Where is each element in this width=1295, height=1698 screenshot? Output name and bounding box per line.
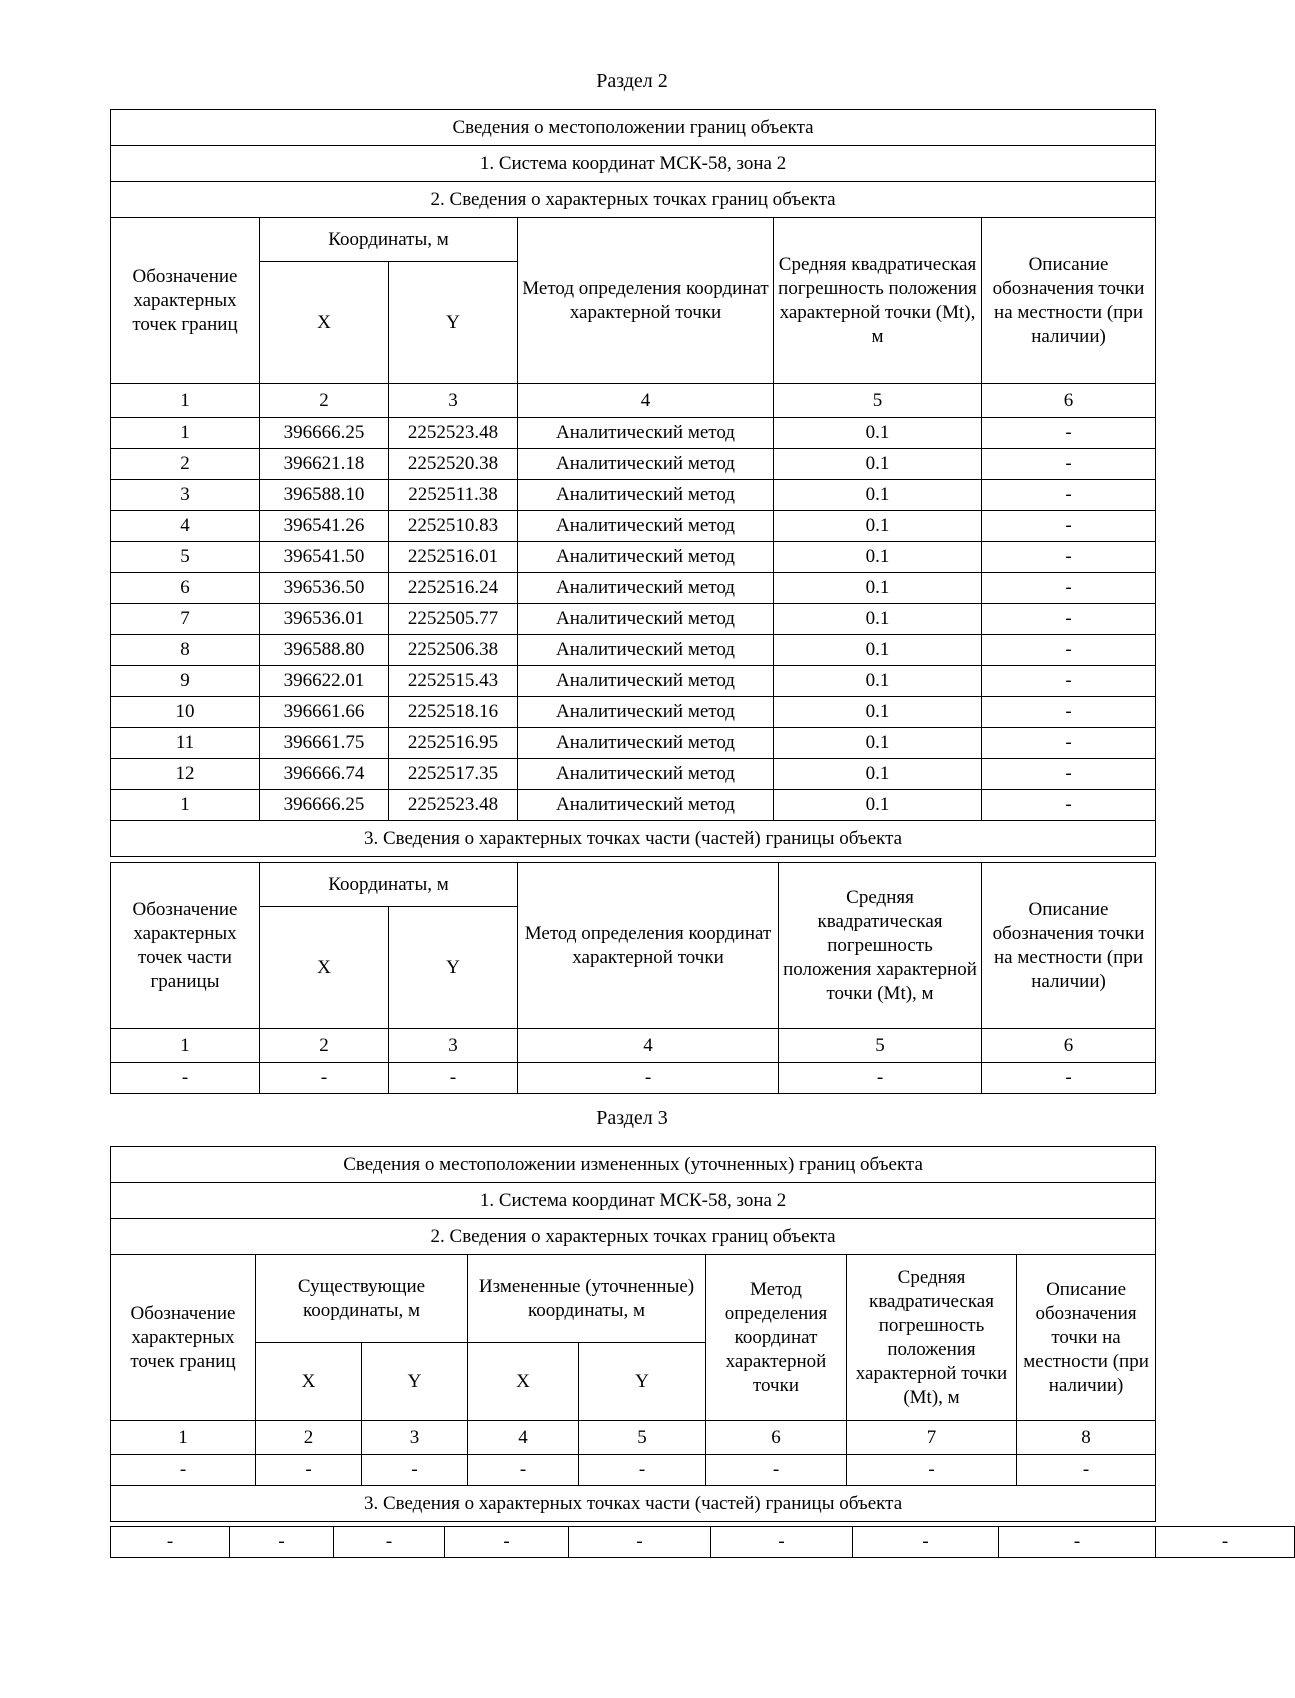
table-row (111, 697, 1156, 728)
table-cell: Аналитический метод (518, 542, 774, 573)
col-number: 3 (362, 1421, 468, 1455)
table-cell: 396666.25 (260, 790, 389, 821)
table-cell: - (982, 418, 1156, 449)
table-cell: Аналитический метод (518, 697, 774, 728)
table-row (111, 511, 1156, 542)
table-cell: 5 (111, 542, 260, 573)
parts-header-x: X (260, 907, 389, 1029)
header-description: Описание обозначения точки на местности (при наличии) (982, 218, 1156, 384)
table-cell: - (579, 1455, 706, 1486)
table-cell: - (982, 480, 1156, 511)
table-cell: 12 (111, 759, 260, 790)
section3-coord-system: 1. Система координат МСК-58, зона 2 (111, 1183, 1156, 1219)
parts-header-method: Метод определения координат характерной точки (518, 863, 779, 1029)
table-cell: 396536.01 (260, 604, 389, 635)
parts-header-error: Средняя квадратическая погрешность положения характерной точки (Mt), м (779, 863, 982, 1029)
table-cell: 396541.26 (260, 511, 389, 542)
s3-header-error: Средняя квадратическая погрешность положения характерной точки (Mt), м (847, 1255, 1017, 1421)
table-cell: Аналитический метод (518, 666, 774, 697)
table-cell: 396588.10 (260, 480, 389, 511)
table-cell: Аналитический метод (518, 449, 774, 480)
col-number: 3 (389, 384, 518, 418)
table-cell: - (445, 1527, 569, 1558)
table-cell: - (230, 1527, 334, 1558)
table-cell: - (362, 1455, 468, 1486)
section2-heading: Раздел 2 (596, 70, 668, 92)
table-row (111, 573, 1156, 604)
table-cell: 396661.66 (260, 697, 389, 728)
table-row (111, 480, 1156, 511)
table-cell: - (389, 1063, 518, 1094)
col-number: 2 (260, 1029, 389, 1063)
table-row (111, 449, 1156, 480)
s3-header-existing-x: X (256, 1343, 362, 1421)
table-cell: - (982, 1063, 1156, 1094)
section2-parts-table (110, 862, 1156, 1094)
table-cell: - (711, 1527, 853, 1558)
table-row (111, 635, 1156, 666)
col-number: 4 (518, 384, 774, 418)
header-x: X (260, 262, 389, 384)
table-cell: 396666.25 (260, 418, 389, 449)
col-number: 1 (111, 1029, 260, 1063)
col-number: 6 (706, 1421, 847, 1455)
table-row (111, 542, 1156, 573)
section3-heading: Раздел 3 (596, 1107, 668, 1129)
table-cell: - (982, 449, 1156, 480)
table-row (111, 418, 1156, 449)
table-cell: 3 (111, 480, 260, 511)
table-row (111, 759, 1156, 790)
s3-header-changed: Измененные (уточненные) координаты, м (468, 1255, 706, 1343)
section3-points-table (110, 1146, 1156, 1522)
s3-header-description: Описание обозначения точки на местности (при наличии) (1017, 1255, 1156, 1421)
table-cell: Аналитический метод (518, 759, 774, 790)
table-cell: 11 (111, 728, 260, 759)
header-error: Средняя квадратическая погрешность положения характерной точки (Mt), м (774, 218, 982, 384)
table-cell: 396621.18 (260, 449, 389, 480)
col-number: 1 (111, 384, 260, 418)
table-cell: - (982, 604, 1156, 635)
table-cell: 2252523.48 (389, 418, 518, 449)
table-cell: 10 (111, 697, 260, 728)
s3-header-existing-y: Y (362, 1343, 468, 1421)
section3-points-title: 2. Сведения о характерных точках границ объекта (111, 1219, 1156, 1255)
table-cell: 0.1 (774, 635, 982, 666)
table-cell: 396661.75 (260, 728, 389, 759)
table-cell: 0.1 (774, 604, 982, 635)
table-cell: 2252518.16 (389, 697, 518, 728)
table-row (111, 790, 1156, 821)
table-cell: 396588.80 (260, 635, 389, 666)
col-number: 2 (256, 1421, 362, 1455)
table-cell: 396536.50 (260, 573, 389, 604)
table-cell: - (468, 1455, 579, 1486)
table-row (111, 666, 1156, 697)
table-cell: Аналитический метод (518, 511, 774, 542)
table-cell: 2252505.77 (389, 604, 518, 635)
s3-header-existing: Существующие координаты, м (256, 1255, 468, 1343)
table-cell: 2252516.01 (389, 542, 518, 573)
table-cell: 396666.74 (260, 759, 389, 790)
table-cell: 2252520.38 (389, 449, 518, 480)
table-cell: 1 (111, 418, 260, 449)
col-number: 5 (579, 1421, 706, 1455)
table-cell: 8 (111, 635, 260, 666)
table-cell: - (982, 759, 1156, 790)
table-cell: - (111, 1455, 256, 1486)
s3-header-designation: Обозначение характерных точек границ (111, 1255, 256, 1421)
table-cell: 1 (111, 790, 260, 821)
table-cell: 0.1 (774, 790, 982, 821)
parts-header-coords: Координаты, м (260, 863, 518, 907)
table-cell: - (982, 635, 1156, 666)
section2-parts-title: 3. Сведения о характерных точках части (частей) границы объекта (111, 821, 1156, 857)
table-cell: 0.1 (774, 697, 982, 728)
s3-header-method: Метод определения координат характерной точки (706, 1255, 847, 1421)
col-number: 3 (389, 1029, 518, 1063)
col-number: 1 (111, 1421, 256, 1455)
table-cell: 2 (111, 449, 260, 480)
table-row (111, 604, 1156, 635)
table-cell: - (1017, 1455, 1156, 1486)
col-number: 6 (982, 384, 1156, 418)
table-cell: 2252516.24 (389, 573, 518, 604)
s3-header-changed-y: Y (579, 1343, 706, 1421)
table-cell: 7 (111, 604, 260, 635)
table-cell: - (569, 1527, 711, 1558)
table-cell: - (982, 573, 1156, 604)
table-cell: 0.1 (774, 480, 982, 511)
table-cell: - (111, 1063, 260, 1094)
table-cell: 2252515.43 (389, 666, 518, 697)
table-row (111, 1455, 1156, 1486)
header-y: Y (389, 262, 518, 384)
table-cell: 2252511.38 (389, 480, 518, 511)
table-row (111, 1063, 1156, 1094)
table-cell: - (779, 1063, 982, 1094)
table-cell: - (982, 511, 1156, 542)
table-cell: - (1156, 1527, 1295, 1558)
col-number: 5 (774, 384, 982, 418)
header-coords: Координаты, м (260, 218, 518, 262)
table-cell: 0.1 (774, 728, 982, 759)
table-cell: 0.1 (774, 573, 982, 604)
table-cell: 0.1 (774, 759, 982, 790)
table-cell: - (999, 1527, 1156, 1558)
table-cell: - (256, 1455, 362, 1486)
table-cell: 6 (111, 573, 260, 604)
table-cell: - (518, 1063, 779, 1094)
table-cell: 2252516.95 (389, 728, 518, 759)
table-cell: - (847, 1455, 1017, 1486)
table-cell: 0.1 (774, 449, 982, 480)
section2-points-table (110, 109, 1156, 857)
section3-title: Сведения о местоположении измененных (уточненных) границ объекта (111, 1147, 1156, 1183)
table-cell: - (982, 728, 1156, 759)
header-designation: Обозначение характерных точек границ (111, 218, 260, 384)
table-cell: Аналитический метод (518, 480, 774, 511)
table-cell: - (260, 1063, 389, 1094)
col-number: 4 (518, 1029, 779, 1063)
table-cell: Аналитический метод (518, 790, 774, 821)
parts-header-description: Описание обозначения точки на местности (при наличии) (982, 863, 1156, 1029)
table-cell: Аналитический метод (518, 728, 774, 759)
table-cell: 9 (111, 666, 260, 697)
section2-points-title: 2. Сведения о характерных точках границ объекта (111, 182, 1156, 218)
col-number: 2 (260, 384, 389, 418)
table-cell: 0.1 (774, 418, 982, 449)
table-cell: 2252517.35 (389, 759, 518, 790)
table-cell: - (982, 666, 1156, 697)
table-cell: - (334, 1527, 445, 1558)
table-cell: - (853, 1527, 999, 1558)
table-cell: Аналитический метод (518, 573, 774, 604)
table-cell: 0.1 (774, 511, 982, 542)
table-cell: 2252510.83 (389, 511, 518, 542)
col-number: 4 (468, 1421, 579, 1455)
header-method: Метод определения координат характерной точки (518, 218, 774, 384)
table-cell: - (706, 1455, 847, 1486)
table-cell: 0.1 (774, 666, 982, 697)
table-cell: 2252523.48 (389, 790, 518, 821)
col-number: 6 (982, 1029, 1156, 1063)
col-number: 7 (847, 1421, 1017, 1455)
table-cell: - (982, 542, 1156, 573)
table-cell: 2252506.38 (389, 635, 518, 666)
table-row (111, 1527, 1295, 1558)
s3-header-changed-x: X (468, 1343, 579, 1421)
table-cell: 396541.50 (260, 542, 389, 573)
table-cell: - (982, 790, 1156, 821)
parts-header-y: Y (389, 907, 518, 1029)
table-row (111, 728, 1156, 759)
table-cell: Аналитический метод (518, 418, 774, 449)
table-cell: Аналитический метод (518, 604, 774, 635)
col-number: 5 (779, 1029, 982, 1063)
table-cell: 0.1 (774, 542, 982, 573)
col-number: 8 (1017, 1421, 1156, 1455)
section2-coord-system: 1. Система координат МСК-58, зона 2 (111, 146, 1156, 182)
table-cell: 4 (111, 511, 260, 542)
section2-title: Сведения о местоположении границ объекта (111, 110, 1156, 146)
table-cell: - (982, 697, 1156, 728)
table-cell: Аналитический метод (518, 635, 774, 666)
table-cell: 396622.01 (260, 666, 389, 697)
section3-parts-title: 3. Сведения о характерных точках части (частей) границы объекта (111, 1486, 1156, 1522)
parts-header-designation: Обозначение характерных точек части границы (111, 863, 260, 1029)
section3-parts-table (110, 1526, 1295, 1558)
table-cell: - (111, 1527, 230, 1558)
